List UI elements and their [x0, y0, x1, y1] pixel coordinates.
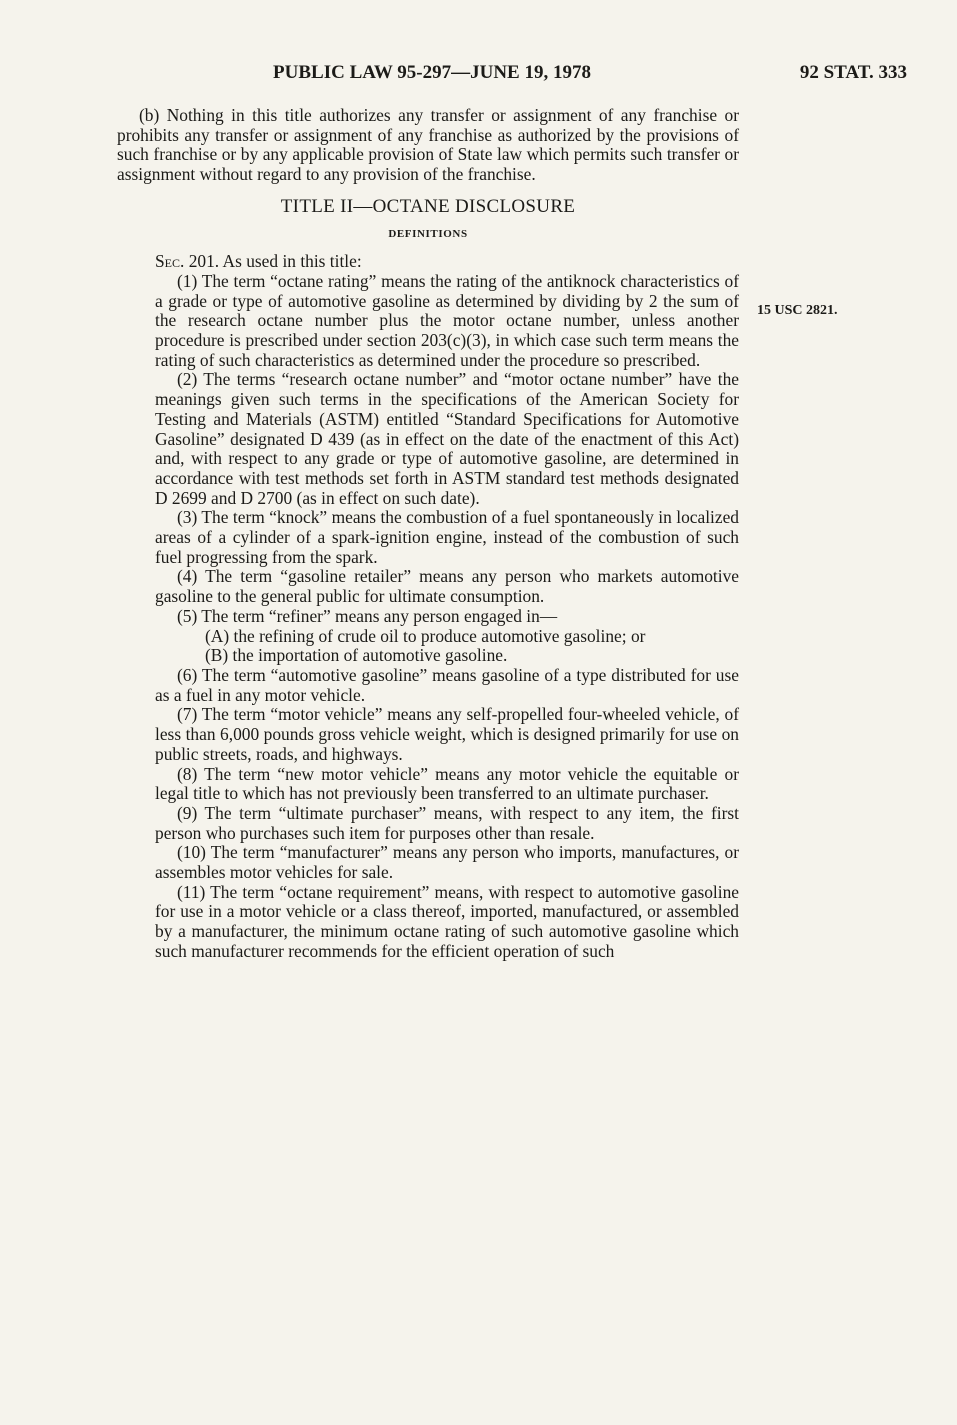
paragraph-b: (b) Nothing in this title authorizes any transfer or assignment of any franchise or prohibits any transfer or assignment of any franchise as authorized by the provisions of such franchise or by any applicable provision of State law which permits such transfer or assignment without regard to any provision of the franchise. — [117, 105, 739, 185]
body-text — [117, 106, 739, 962]
definition-6: (6) The term “automotive gasoline” means gasoline of a type distributed for use as a fuel in any motor vehicle. — [155, 664, 739, 705]
section-label: Sec. — [155, 251, 185, 272]
definition-2: (2) The terms “research octane number” and “motor octane number” have the meanings given such terms in the specifications of the American Society for Testing and Materials (ASTM) entitled “Standard Specifications for Automotive Gasoline” designated D 439 (as in effect on the date of the enactment of this Act) and, with respect to any grade or type of automotive gasoline, are determined in accordance with test methods set forth in ASTM standard test methods designated D 2699 and D 2700 (as in effect on such date). — [155, 369, 739, 508]
margin-citation: 15 USC 2821. — [757, 303, 838, 318]
definition-1: (1) The term “octane rating” means the rating of the antiknock characteristics of a grade or type of automotive gasoline as determined by dividing by 2 the sum of the research octane number plus the motor octane number, unless another procedure is prescribed under section 203(c)(3), in which case such term means the rating of such characteristics as determined under the procedure so prescribed. — [155, 270, 739, 370]
title-heading: TITLE II—OCTANE DISCLOSURE — [280, 195, 576, 217]
definition-10: (10) The term “manufacturer” means any person who imports, manufactures, or assembles motor vehicles for sale. — [155, 842, 739, 883]
definition-8: (8) The term “new motor vehicle” means any motor vehicle the equitable or legal title to which has not previously been transferred to an ultimate purchaser. — [155, 763, 739, 804]
definition-5-b: (B) the importation of automotive gasoline. — [205, 645, 508, 666]
definition-4: (4) The term “gasoline retailer” means any person who markets automotive gasoline to the general public for ultimate consumption. — [155, 566, 739, 607]
definition-9: (9) The term “ultimate purchaser” means, with respect to any item, the first person who purchases such item for purposes other than resale. — [155, 802, 739, 843]
section-line — [117, 252, 739, 272]
definition-11: (11) The term “octane requirement” means, with respect to automotive gasoline for use in a motor vehicle or a class thereof, imported, manufactured, or assembled by a manufacturer, the minimum octane rating of such automotive gasoline which such manufacturer recommends for the efficient operation of such — [155, 881, 739, 961]
header-stat-page: 92 STAT. 333 — [799, 62, 907, 83]
definition-5-a: (A) the refining of crude oil to produce automotive gasoline; or — [205, 625, 646, 646]
definition-5: (5) The term “refiner” means any person engaged in— — [177, 605, 558, 626]
definitions-heading: DEFINITIONS — [388, 227, 468, 240]
running-header — [0, 62, 957, 88]
definition-7: (7) The term “motor vehicle” means any self-propelled four-wheeled vehicle, of less than 6,000 pounds gross vehicle weight, which is designed primarily for use on public streets, roads, and highways. — [155, 704, 739, 764]
section-text: 201. As used in this title: — [188, 251, 362, 272]
definition-3: (3) The term “knock” means the combustion of a fuel spontaneously in localized areas of a cylinder of a spark-ignition engine, instead of the combustion of such fuel progressing from the spark. — [155, 507, 739, 567]
header-citation: PUBLIC LAW 95-297—JUNE 19, 1978 — [273, 62, 591, 83]
